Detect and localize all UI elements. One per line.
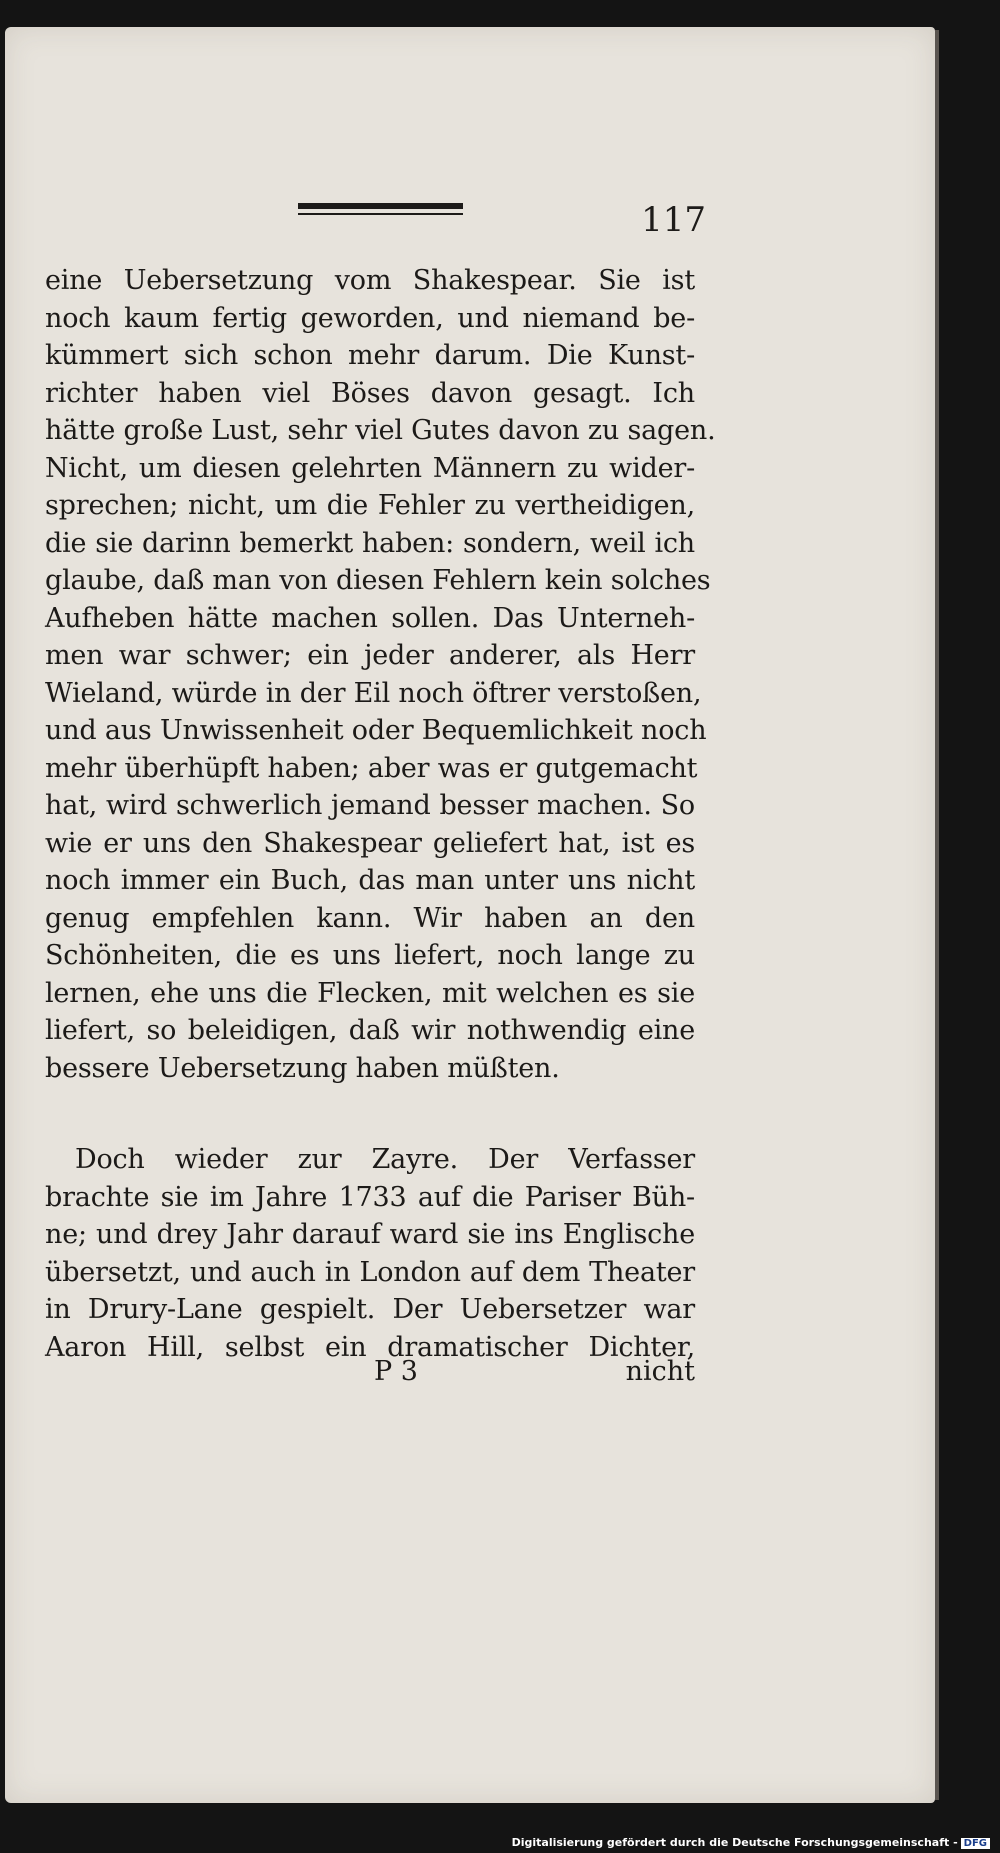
text-line: glaube, daß man von diesen Fehlern kein solches	[45, 565, 711, 596]
text-line: hat, wird schwerlich jemand besser machen. So	[45, 790, 695, 821]
text-line: Aufheben hätte machen sollen. Das Unterneh-	[45, 602, 695, 634]
paragraph-2	[45, 1141, 695, 1366]
text-line: wie er uns den Shakespear geliefert hat, ist es	[45, 827, 695, 859]
text-line: hätte große Lust, sehr viel Gutes davon zu sagen.	[45, 415, 716, 446]
text-line: übersetzt, und auch in London auf dem Theater	[45, 1256, 695, 1288]
body-text	[45, 262, 716, 1366]
text-line: liefert, so beleidigen, daß wir nothwendig eine	[45, 1015, 695, 1046]
page-footer	[45, 1352, 695, 1392]
header-rule-thin	[298, 213, 463, 215]
text-line: eine Uebersetzung vom Shakespear. Sie ist	[45, 265, 695, 296]
text-line: Schönheiten, die es uns liefert, noch lange zu	[45, 940, 695, 971]
text-line: richter haben viel Böses davon gesagt. Ich	[45, 377, 695, 409]
digitization-credit	[512, 1836, 990, 1849]
text-line: Wieland, würde in der Eil noch öftrer verstoßen,	[45, 677, 702, 709]
signature-mark: P 3	[374, 1356, 418, 1387]
page-number: 117	[641, 200, 706, 240]
page-edge	[935, 30, 939, 1800]
catchword: nicht	[625, 1356, 695, 1387]
credit-text: Digitalisierung gefördert durch die Deutsche Forschungsgemeinschaft -	[511, 1836, 958, 1849]
paragraph-1	[45, 262, 716, 1087]
text-line: ne; und drey Jahr darauf ward sie ins Englische	[45, 1219, 695, 1250]
text-line: bessere Uebersetzung haben müßten.	[45, 1052, 560, 1084]
text-line: noch kaum fertig geworden, und niemand be-	[45, 302, 695, 334]
text-line: und aus Unwissenheit oder Bequemlichkeit noch	[45, 715, 707, 746]
text-line: Doch wieder zur Zayre. Der Verfasser	[75, 1144, 695, 1175]
text-line: kümmert sich schon mehr darum. Die Kunst-	[45, 340, 695, 371]
text-line: Nicht, um diesen gelehrten Männern zu wider-	[45, 452, 695, 484]
text-line: sprechen; nicht, um die Fehler zu vertheidigen,	[45, 490, 695, 521]
text-line: in Drury-Lane gespielt. Der Uebersetzer war	[45, 1294, 695, 1325]
dfg-logo: DFG	[961, 1838, 990, 1849]
text-line: genug empfehlen kann. Wir haben an den	[45, 902, 695, 934]
text-line: Aaron Hill, selbst ein dramatischer Dichter,	[45, 1331, 695, 1363]
text-line: noch immer ein Buch, das man unter uns nicht	[45, 865, 695, 896]
text-line: lernen, ehe uns die Flecken, mit welchen es sie	[45, 977, 695, 1009]
text-line: men war schwer; ein jeder anderer, als Herr	[45, 640, 695, 671]
text-line: brachte sie im Jahre 1733 auf die Pariser Büh-	[45, 1181, 695, 1213]
text-line: mehr überhüpft haben; aber was er gutgemacht	[45, 752, 698, 784]
text-line: die sie darinn bemerkt haben: sondern, weil ich	[45, 527, 695, 559]
header-rule	[298, 203, 463, 209]
